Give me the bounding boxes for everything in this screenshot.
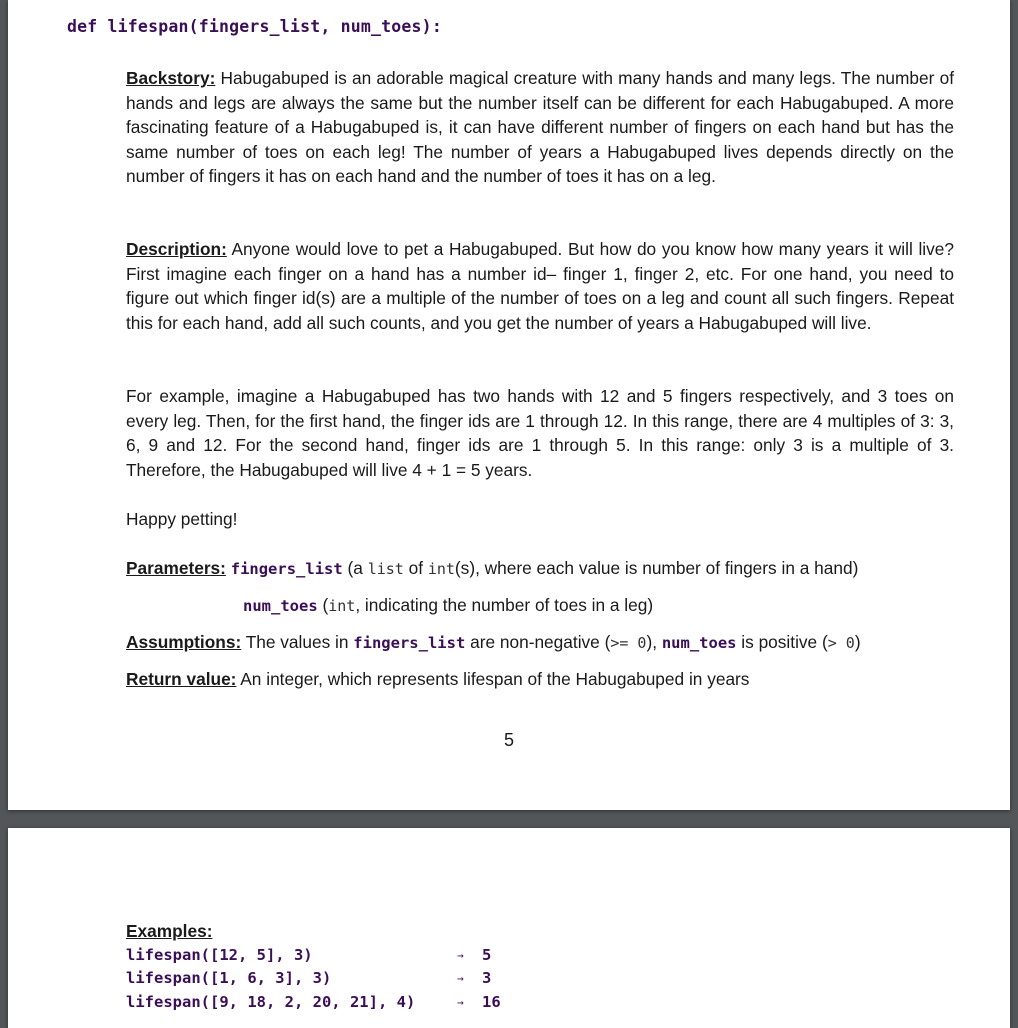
type-int-2: int [328,597,356,615]
assumption-num-toes: num_toes [661,634,737,652]
backstory-label: Backstory: [126,68,216,88]
assumptions-t3: ), [646,632,662,652]
example-result: 16 [482,992,501,1011]
page-number: 5 [503,730,514,750]
parameters-label: Parameters: [126,558,226,578]
example-result: 5 [482,945,492,964]
type-list: list [367,560,404,578]
return-value-text: An integer, which represents lifespan of the Habugabuped in years [236,669,750,689]
assumptions-t4: is positive ( [736,632,828,652]
example-call: lifespan([12, 5], 3) [126,945,313,964]
arrow-right-icon: → [457,948,464,962]
arrow-right-icon: → [457,995,464,1009]
description-paragraph [126,237,954,335]
assumptions-t2: are non-negative ( [465,632,611,652]
param2-desc: , indicating the number of toes in a leg) [355,595,654,615]
assumptions-line [126,630,954,656]
description-label: Description: [126,239,227,259]
example-row [126,991,501,1015]
description-text: Anyone would love to pet a Habugabuped. But how do you know how many years it will live? First imagine each finger on a hand has a number id– finger 1, finger 2, etc. For one hand, you need to figure out which finger id(s) are a multiple of the number of toes on a leg and count all such fingers. Repeat this for each hand, add all such counts, and you get the number of years a Habugabuped will live. [126,239,954,333]
function-signature: def lifespan(fingers_list, num_toes): [67,17,442,36]
example-paragraph: For example, imagine a Habugabuped has two hands with 12 and 5 fingers respectively, and 3 toes on every leg. Then, for the first hand, the finger ids are 1 through 12. In this range, there are 4 multiples of 3: 3, 6, 9 and 12. For the second hand, finger ids are 1 through 5. In this range: only 3 is a multiple of 3. Therefore, the Habugabuped will live 4 + 1 = 5 years. [126,386,954,480]
assumptions-t1: The values in [241,632,354,652]
param-fingers-list: fingers_list [230,560,343,578]
param-num-toes: num_toes [243,597,318,615]
type-int: int [427,560,455,578]
parameter-num-toes-line [243,593,963,619]
backstory-text: Habugabuped is an adorable magical creature with many hands and many legs. The number of hands and legs are always the same but the number itself can be different for each Habugabuped. A more fascinating feature of a Habugabuped is, it can have different number of fingers on each hand but has the same number of toes on each leg! The number of years a Habugabuped lives depends directly on the number of fingers it has on each hand and the number of toes it has on a leg. [126,68,954,186]
example-call: lifespan([9, 18, 2, 20, 21], 4) [126,992,416,1011]
condition-positive: > 0 [827,634,855,652]
assumptions-t5: ) [854,632,861,652]
param1-open: (a [342,558,368,578]
example-row [126,944,492,968]
pdf-page-6 [8,828,1010,1028]
examples-title: Examples: [126,921,213,941]
return-value-label: Return value: [126,669,237,689]
param1-of: of [403,558,428,578]
example-call: lifespan([1, 6, 3], 3) [126,969,332,987]
example-row [126,967,492,991]
return-value-line [126,667,954,692]
parameters-line [126,556,954,582]
condition-nonneg: >= 0 [610,634,647,652]
happy-petting-text: Happy petting! [126,509,238,529]
param1-desc: (s), where each value is number of fingers in a hand) [454,558,859,578]
example-result: 3 [482,969,492,987]
pdf-page-5 [8,0,1010,810]
examples-block [126,920,501,1014]
backstory-paragraph [126,66,954,189]
assumptions-label: Assumptions: [126,632,242,652]
arrow-right-icon: → [457,972,464,985]
assumption-fingers-list: fingers_list [353,634,466,652]
param2-open: ( [317,595,329,615]
